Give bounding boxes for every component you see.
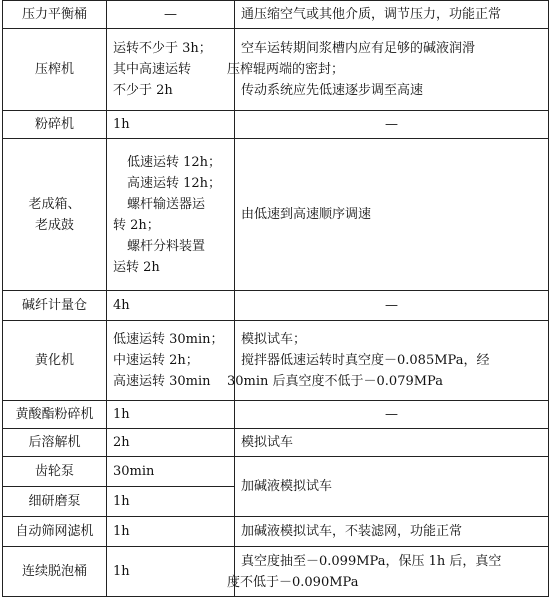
duration-text: 1h (113, 407, 130, 422)
duration-text: 中速运转 2h； (113, 353, 199, 368)
table-row (3, 291, 549, 321)
requirement-text: 30min 后真空度不低于－0.079MPa (227, 374, 443, 389)
equipment-name: 细研磨泵 (28, 494, 81, 509)
equipment-name: 黄酸酯粉碎机 (15, 407, 94, 422)
duration-cell (107, 321, 235, 401)
requirement-cell (227, 29, 549, 111)
equipment-name: 碱纤计量仓 (21, 298, 87, 313)
requirement-text: 模拟试车 (241, 435, 294, 450)
requirement-cell (235, 139, 549, 291)
duration-text: 低速运转 12h； (127, 154, 222, 170)
equipment-name: 黄化机 (34, 353, 74, 368)
equipment-cell (3, 139, 107, 291)
duration-text: 30min (113, 464, 155, 479)
duration-cell (107, 139, 235, 291)
duration-cell (107, 29, 235, 111)
equipment-name: 粉碎机 (34, 117, 74, 132)
duration-cell (107, 401, 235, 429)
table-row (3, 517, 549, 547)
duration-cell (107, 1, 235, 29)
requirement-text: 真空度抽至－0.099MPa，保压 1h 后，真空 (241, 553, 502, 569)
requirement-text: 加碱液模拟试车 (241, 479, 333, 494)
equipment-name: 自动筛网滤机 (15, 524, 94, 539)
duration-text: 螺杆输送器运 (127, 196, 206, 212)
requirement-cell (227, 547, 549, 597)
table-row (3, 139, 549, 291)
duration-text: 2h (113, 435, 130, 450)
table-row (3, 547, 549, 597)
requirement-text: 传动系统应先低速逐步调至高速 (241, 83, 424, 98)
equipment-cell (3, 429, 107, 457)
duration-cell (107, 547, 235, 597)
duration-text: 其中高速运转 (113, 62, 192, 77)
equipment-cell (3, 291, 107, 321)
equipment-cell (3, 321, 107, 401)
requirement-cell (235, 401, 549, 429)
equipment-name: 齿轮泵 (34, 464, 74, 479)
duration-cell (107, 517, 235, 547)
requirement-text: 度不低于－0.090MPa (227, 574, 359, 590)
duration-text: 不少于 2h (113, 83, 173, 98)
equipment-cell (3, 401, 107, 429)
duration-text: 转 2h； (113, 217, 160, 233)
table-row (3, 1, 549, 29)
requirement-cell (235, 1, 549, 29)
requirement-text: 压榨辊两端的密封； (227, 62, 345, 77)
requirement-text: 加碱液模拟试车，不装滤网，功能正常 (241, 524, 463, 539)
requirement-cell (235, 457, 549, 517)
equipment-cell (3, 29, 107, 111)
table-row (3, 457, 549, 487)
duration-cell (107, 111, 235, 139)
duration-text: 螺杆分料装置 (127, 238, 206, 254)
duration-text: 低速运转 30min； (113, 332, 224, 347)
duration-text: 运转 2h (113, 259, 160, 275)
table-row (3, 111, 549, 139)
duration-text: 1h (113, 564, 130, 579)
equipment-name: 连续脱泡桶 (21, 564, 87, 579)
equipment-cell (3, 547, 107, 597)
equipment-name: 压力平衡桶 (21, 7, 87, 22)
equipment-cell (3, 457, 107, 487)
duration-cell (107, 457, 235, 487)
requirement-text: 空车运转期间浆槽内应有足够的碱液润滑 (241, 41, 476, 56)
duration-text: 4h (113, 298, 130, 313)
duration-cell (107, 429, 235, 457)
duration-text: 1h (113, 494, 130, 509)
equipment-cell (3, 517, 107, 547)
requirement-text: 模拟试车； (241, 332, 307, 347)
requirement-text: — (385, 117, 398, 132)
duration-text: 运转不少于 3h； (113, 41, 212, 56)
duration-text: 1h (113, 117, 130, 132)
equipment-cell (3, 487, 107, 517)
requirement-text: 由低速到高速顺序调速 (241, 207, 372, 222)
requirement-text: 通压缩空气或其他介质，调节压力，功能正常 (241, 7, 502, 22)
duration-text: 高速运转 30min (113, 374, 211, 389)
table-row (3, 429, 549, 457)
requirement-cell (235, 517, 549, 547)
requirement-cell (235, 111, 549, 139)
equipment-cell (3, 1, 107, 29)
table-row (3, 321, 549, 401)
requirement-cell (235, 429, 549, 457)
requirement-text: — (385, 298, 398, 313)
requirement-cell (235, 291, 549, 321)
duration-text: 高速运转 12h； (127, 175, 222, 191)
equipment-name: 老成鼓 (34, 217, 74, 233)
requirement-cell (227, 321, 549, 401)
duration-text: 1h (113, 524, 130, 539)
equipment-name: 压榨机 (34, 62, 74, 77)
equipment-trial-run-table (2, 0, 549, 597)
equipment-cell (3, 111, 107, 139)
requirement-text: — (385, 407, 398, 422)
requirement-text: 搅拌器低速运转时真空度－0.085MPa，经 (241, 353, 490, 368)
duration-cell (107, 487, 235, 517)
equipment-name: 老成箱、 (28, 196, 81, 212)
duration-cell (107, 291, 235, 321)
table-row (3, 401, 549, 429)
duration-text: — (164, 7, 177, 22)
table-row (3, 29, 549, 111)
equipment-name: 后溶解机 (28, 435, 81, 450)
